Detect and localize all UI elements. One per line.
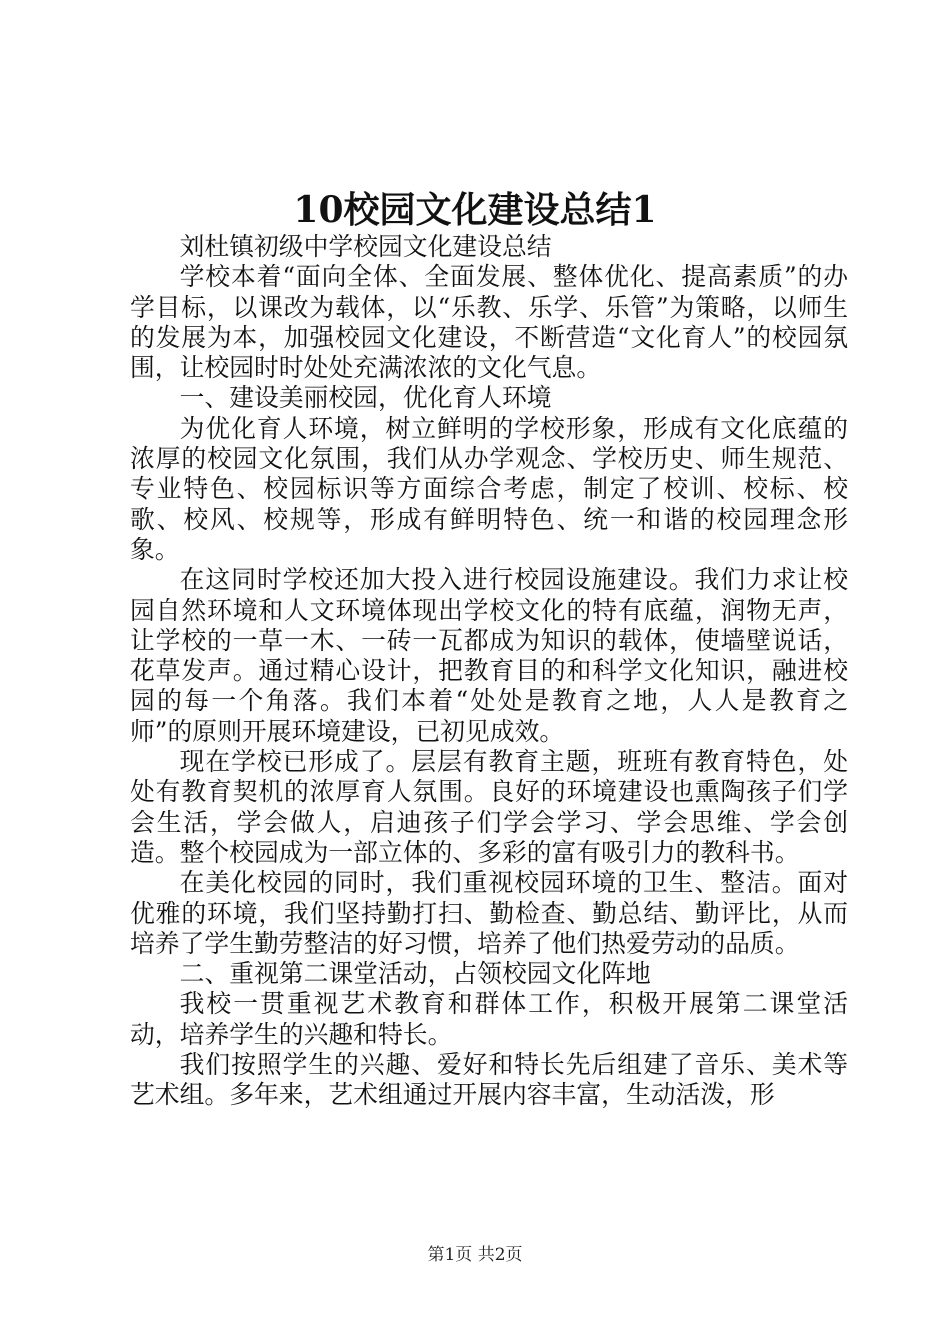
paragraph: 现在学校已形成了。层层有教育主题，班班有教育特色，处处有教育契机的浓厚育人氛围。良好的环境建设也熏陶孩子们学会生活，学会做人，启迪孩子们学会学习、学会思维、学会创造。整个校园成为一部立体的、多彩的富有吸引力的教科书。 <box>130 747 848 867</box>
paragraph: 我校一贯重视艺术教育和群体工作，积极开展第二课堂活动，培养学生的兴趣和特长。 <box>130 989 848 1049</box>
paragraph: 在这同时学校还加大投入进行校园设施建设。我们力求让校园自然环境和人文环境体现出学校文化的特有底蕴，润物无声，让学校的一草一木、一砖一瓦都成为知识的载体，使墙壁说话，花草发声。通过精心设计，把教育目的和科学文化知识，融进校园的每一个角落。我们本着“处处是教育之地，人人是教育之师”的原则开展环境建设，已初见成效。 <box>130 565 848 746</box>
document-body <box>130 232 848 1111</box>
paragraph-subtitle: 刘杜镇初级中学校园文化建设总结 <box>179 232 552 261</box>
paragraph: 为优化育人环境，树立鲜明的学校形象，形成有文化底蕴的浓厚的校园文化氛围，我们从办学观念、学校历史、师生规范、专业特色、校园标识等方面综合考虑，制定了校训、校标、校歌、校风、校规等，形成有鲜明特色、统一和谐的校园理念形象。 <box>130 413 848 564</box>
paragraph: 我们按照学生的兴趣、爱好和特长先后组建了音乐、美术等艺术组。多年来，艺术组通过开展内容丰富，生动活泼，形 <box>130 1050 848 1110</box>
section-heading: 一、建设美丽校园，优化育人环境 <box>179 383 552 413</box>
paragraph: 在美化校园的同时，我们重视校园环境的卫生、整洁。面对优雅的环境，我们坚持勤打扫、勤检查、勤总结、勤评比，从而培养了学生勤劳整洁的好习惯，培养了他们热爱劳动的品质。 <box>130 868 848 958</box>
page-footer: 第1页 共2页 <box>427 1245 523 1265</box>
paragraph: 学校本着“面向全体、全面发展、整体优化、提高素质”的办学目标，以课改为载体，以“乐教、乐学、乐管”为策略，以师生的发展为本，加强校园文化建设，不断营造“文化育人”的校园氛围，让校园时时处处充满浓浓的文化气息。 <box>130 262 848 383</box>
document-title: 10校园文化建设总结1 <box>293 189 657 231</box>
section-heading: 二、重视第二课堂活动，占领校园文化阵地 <box>179 959 651 989</box>
